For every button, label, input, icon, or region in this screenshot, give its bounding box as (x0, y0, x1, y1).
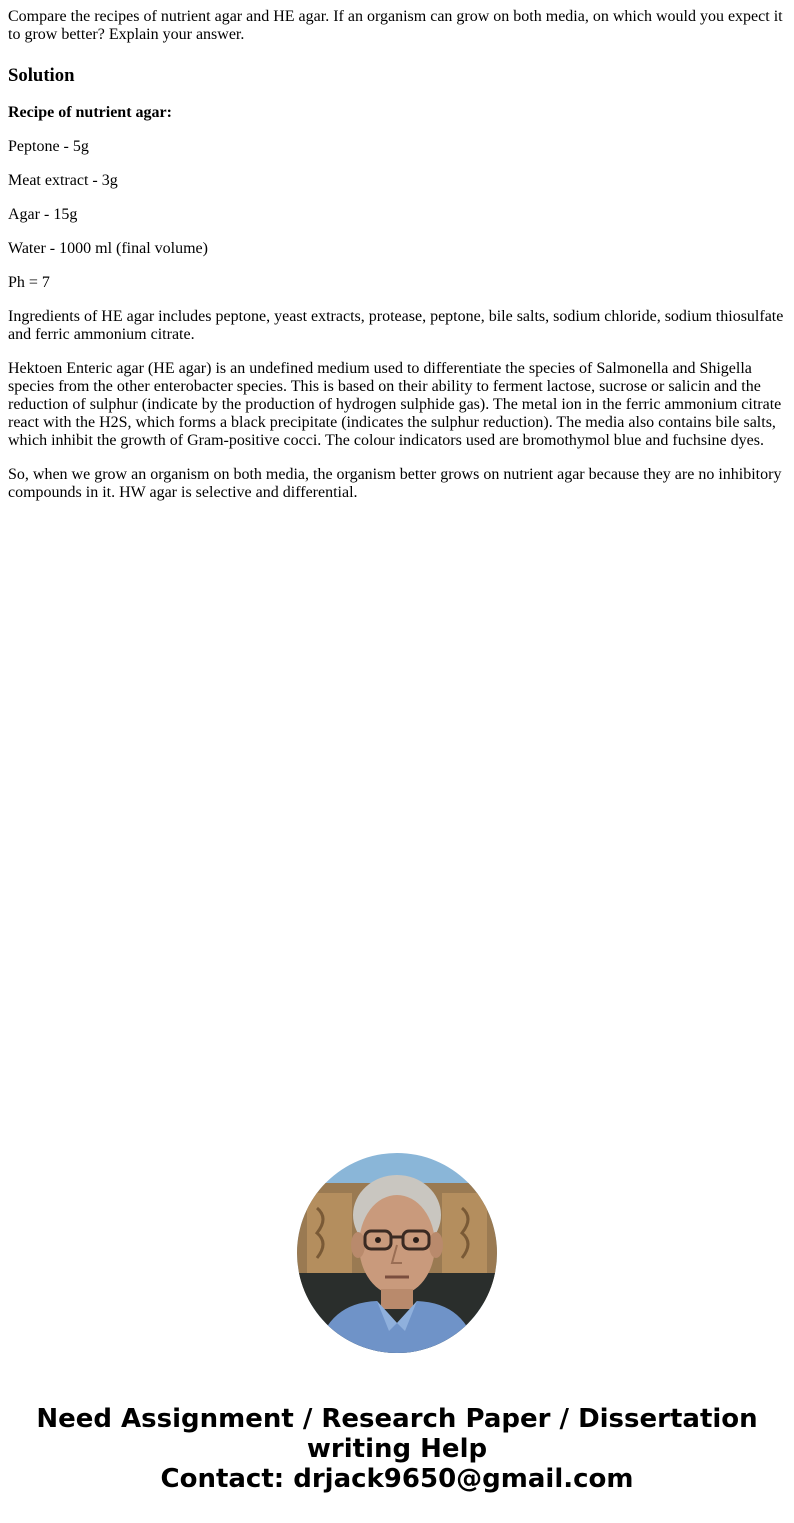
recipe-heading: Recipe of nutrient agar: (8, 104, 172, 121)
person-photo-icon (297, 1153, 497, 1353)
recipe-item: Agar - 15g (8, 206, 78, 223)
paragraph-conclusion: So, when we grow an organism on both media, the organism better grows on nutrient agar because they are no inhibitory compounds in it. HW agar is selective and differential. (8, 466, 782, 501)
recipe-item: Water - 1000 ml (final volume) (8, 240, 208, 257)
avatar (297, 1153, 497, 1353)
promo-line: writing Help (306, 1434, 488, 1464)
promo-banner (0, 1404, 794, 1494)
document-body (8, 8, 786, 502)
solution-heading: Solution (8, 65, 75, 86)
recipe-item: Peptone - 5g (8, 138, 89, 155)
promo-line: Need Assignment / Research Paper / Dissertation (36, 1404, 758, 1434)
question-text: Compare the recipes of nutrient agar and HE agar. If an organism can grow on both media, on which would you expect it to grow better? Explain your answer. (8, 8, 783, 43)
paragraph-he-ingredients: Ingredients of HE agar includes peptone, yeast extracts, protease, peptone, bile salts, sodium chloride, sodium thiosulfate and ferric ammonium citrate. (8, 308, 784, 343)
recipe-item: Ph = 7 (8, 274, 50, 291)
paragraph-he-description: Hektoen Enteric agar (HE agar) is an undefined medium used to differentiate the species of Salmonella and Shigella species from the other enterobacter species. This is based on their ability to ferment lactose, sucrose or salicin and the reduction of sulphur (indicate by the production of hydrogen sulphide gas). The metal ion in the ferric ammonium citrate react with the H2S, which forms a black precipitate (indicates the sulphur reduction). The media also contains bile salts, which inhibit the growth of Gram-positive cocci. The colour indicators used are bromothymol blue and fuchsine dyes. (8, 360, 782, 449)
promo-contact: Contact: drjack9650@gmail.com (160, 1464, 634, 1494)
recipe-item: Meat extract - 3g (8, 172, 118, 189)
